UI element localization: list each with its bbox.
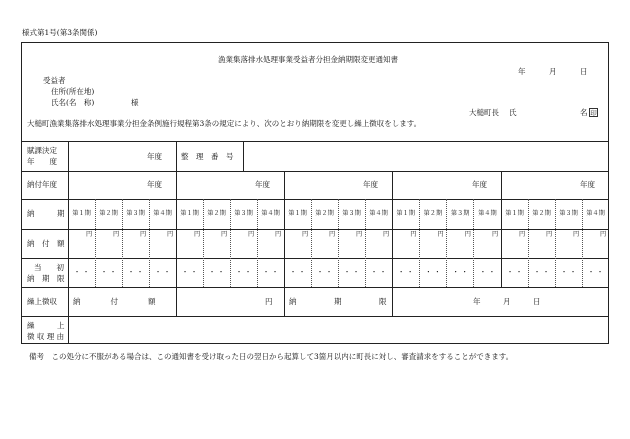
period-header-cell: 第２期 [532, 210, 551, 217]
date-year: 年 [518, 67, 526, 76]
assessment-year-label-2: 年 度 [27, 157, 57, 166]
amount-yen-unit: 円 [356, 231, 363, 238]
date-month: 月 [549, 67, 557, 76]
period-header-cell: 第３期 [342, 210, 361, 217]
amount-yen-unit: 円 [167, 231, 174, 238]
original-deadline-date-marks: ・ ・ [452, 268, 468, 276]
payment-year-unit-5: 年度 [580, 180, 595, 189]
original-deadline-date-marks: ・ ・ [154, 268, 171, 276]
original-deadline-label-1: 当 初 [34, 263, 64, 272]
original-deadline-date-marks: ・ ・ [533, 268, 550, 276]
original-deadline-date-marks: ・ ・ [235, 268, 252, 276]
body-text: 大槌町漁業集落排水処理事業分担金条例施行規程第3条の規定により、次のとおり納期限を変更し繰上徴収をします。 [27, 119, 422, 128]
original-deadline-date-marks: ・ ・ [506, 268, 523, 276]
payment-year-unit-3: 年度 [363, 180, 378, 189]
original-deadline-date-marks: ・ ・ [479, 268, 496, 276]
remarks-note: 備考 この処分に不服がある場合は、この通知書を受け取った日の翌日から起算して3箇月以内に町長に対し、審査請求をすることができます。 [29, 352, 514, 361]
original-deadline-date-marks: ・ ・ [181, 268, 198, 276]
deadline-date: 年 月 日 [473, 297, 541, 306]
assessment-year-label-1: 賦課決定 [27, 146, 57, 155]
amount-yen-unit: 円 [248, 231, 255, 238]
amount-yen-unit: 円 [410, 231, 417, 238]
period-header-cell: 第３期 [126, 210, 145, 217]
period-header-cell: 第３期 [234, 210, 253, 217]
period-header-cell: 第１期 [180, 210, 199, 217]
seal-mark: 印 [590, 109, 597, 117]
payment-amount-yen: 円 [265, 297, 273, 306]
period-header-cell: 第４期 [478, 210, 497, 217]
amount-yen-unit: 円 [302, 231, 309, 238]
amount-yen-unit: 円 [86, 231, 93, 238]
recipient-honorific: 様 [131, 98, 139, 107]
amount-yen-unit: 円 [140, 231, 147, 238]
assessment-year-unit: 年度 [147, 152, 162, 161]
original-deadline-date-marks: ・ ・ [100, 268, 117, 276]
amount-yen-unit: 円 [221, 231, 228, 238]
amount-yen-unit: 円 [437, 231, 444, 238]
payment-year-unit-4: 年度 [472, 180, 487, 189]
payment-year-unit-1: 年度 [147, 180, 162, 189]
period-label: 納 期 [27, 209, 65, 218]
original-deadline-date-marks: ・ ・ [73, 268, 90, 276]
reason-label-1: 繰 上 [27, 321, 65, 330]
period-header-cell: 第４期 [586, 210, 605, 217]
period-header-cell: 第４期 [261, 210, 280, 217]
issuer-seal-prefix: 名 [580, 108, 588, 117]
amount-yen-unit: 円 [194, 231, 201, 238]
amount-yen-unit: 円 [383, 231, 390, 238]
period-header-cell: 第１期 [288, 210, 307, 217]
period-header-cell: 第２期 [315, 210, 334, 217]
original-deadline-date-marks: ・ ・ [343, 268, 360, 276]
period-header-cell: 第１期 [505, 210, 524, 217]
period-header-cell: 第１期 [72, 210, 91, 217]
accelerated-label: 繰上徴収 [27, 297, 57, 306]
date-day: 日 [580, 67, 588, 76]
original-deadline-date-marks: ・ ・ [397, 268, 414, 276]
document-title: 漁業集落排水処理事業受益者分担金納期限変更通知書 [218, 55, 398, 64]
amount-yen-unit: 円 [573, 231, 580, 238]
amount-yen-unit: 円 [600, 231, 607, 238]
period-header-cell: 第４期 [153, 210, 172, 217]
amount-yen-unit: 円 [492, 231, 499, 238]
amount-yen-unit: 円 [113, 231, 120, 238]
amount-yen-unit: 円 [464, 231, 471, 238]
original-deadline-date-marks: ・ ・ [316, 268, 333, 276]
period-header-cell: 第４期 [369, 210, 388, 217]
recipient-address: 住所(所在地) [51, 87, 95, 96]
reference-number-label: 整 理 番 号 [181, 152, 234, 161]
recipient-label: 受益者 [43, 76, 66, 85]
reason-label-2: 徴 収 理 由 [27, 332, 65, 341]
amount-yen-unit: 円 [329, 231, 336, 238]
payment-year-unit-2: 年度 [255, 180, 270, 189]
period-header-cell: 第２期 [207, 210, 226, 217]
original-deadline-date-marks: ・ ・ [560, 268, 577, 276]
original-deadline-date-marks: ・ ・ [127, 268, 144, 276]
issuer-title: 大槌町長 [469, 108, 499, 117]
form-number: 様式第1号(第3条関係) [22, 28, 98, 37]
original-deadline-date-marks: ・ ・ [587, 268, 604, 276]
payment-year-label: 納付年度 [27, 180, 57, 189]
period-header-cell: 第３期 [450, 210, 470, 217]
period-header-cell: 第１期 [396, 210, 415, 217]
original-deadline-date-marks: ・ ・ [424, 268, 441, 276]
deadline-label: 納 期 限 [289, 297, 387, 306]
amount-yen-unit: 円 [519, 231, 526, 238]
amount-yen-unit: 円 [275, 231, 282, 238]
original-deadline-label-2: 納 期 限 [27, 274, 65, 283]
payment-amount-label: 納 付 額 [73, 297, 156, 306]
original-deadline-date-marks: ・ ・ [262, 268, 279, 276]
amount-label: 納 付 額 [27, 239, 65, 248]
recipient-name: 氏名(名 称) [51, 98, 95, 107]
amount-yen-unit: 円 [546, 231, 553, 238]
original-deadline-date-marks: ・ ・ [208, 268, 225, 276]
original-deadline-date-marks: ・ ・ [370, 268, 387, 276]
original-deadline-date-marks: ・ ・ [289, 268, 306, 276]
period-header-cell: 第２期 [99, 210, 118, 217]
period-header-cell: 第３期 [559, 210, 578, 217]
issuer-name-suffix: 氏 [509, 108, 517, 117]
period-header-cell: 第２期 [423, 210, 443, 217]
